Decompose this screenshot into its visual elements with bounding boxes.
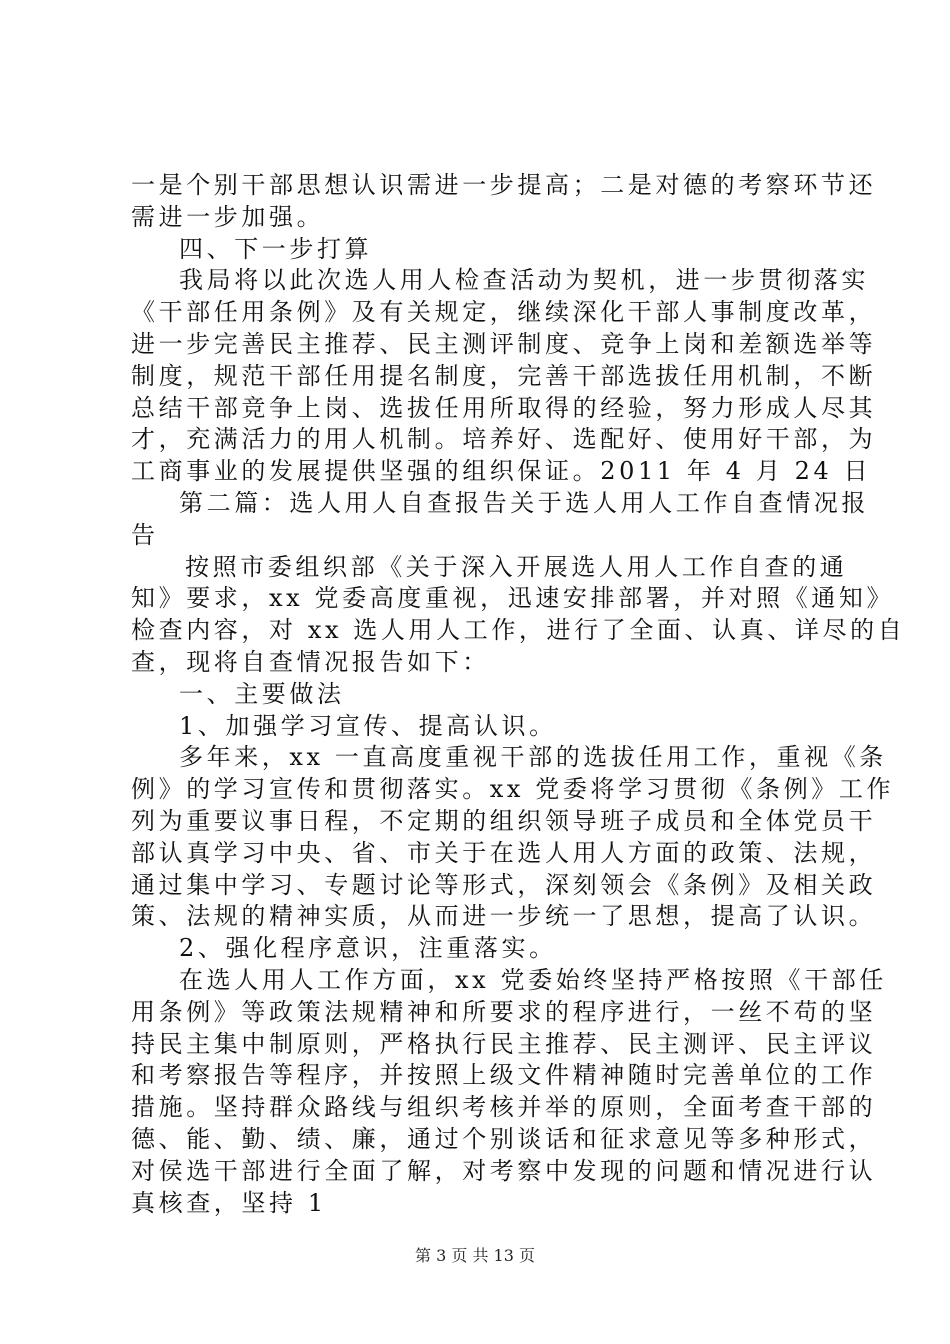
text-line: 在选人用人工作方面，xx 党委始终坚持严格按照《干部任 <box>179 965 887 994</box>
text-line: 用条例》等政策法规精神和所要求的程序进行，一丝不苟的坚 <box>131 997 877 1026</box>
section-heading: 四、下一步打算 <box>179 234 373 263</box>
text-line: 真核查，坚持 1 <box>131 1188 327 1217</box>
section-heading: 一、主要做法 <box>179 679 345 708</box>
text-line: 策、法规的精神实质，从而进一步统一了思想，提高了认识。 <box>131 902 877 931</box>
text-line: 工商事业的发展提供坚强的组织保证。2011 年 4 月 24 日 <box>131 457 872 486</box>
text-line: 检查内容，对 xx 选人用人工作，进行了全面、认真、详尽的自 <box>131 616 906 645</box>
text-line: 部认真学习中央、省、市关于在选人用人方面的政策、法规， <box>131 838 877 867</box>
text-line: 按照市委组织部《关于深入开展选人用人工作自查的通 <box>185 552 848 581</box>
subsection-heading: 2、强化程序意识，注重落实。 <box>179 934 557 963</box>
text-line: 和考察报告等程序，并按照上级文件精神随时完善单位的工作 <box>131 1061 877 1090</box>
chapter-title-continued: 告 <box>131 520 159 549</box>
text-line: 制度，规范干部任用提名制度，完善干部选拔任用机制，不断 <box>131 361 877 390</box>
text-line: 措施。坚持群众路线与组织考核并举的原则，全面考查干部的 <box>131 1093 877 1122</box>
text-line: 查，现将自查情况报告如下： <box>131 647 490 676</box>
page-footer <box>0 1243 950 1266</box>
text-line: 德、能、勤、绩、廉，通过个别谈话和征求意见等多种形式， <box>131 1124 877 1153</box>
text-line: 进一步完善民主推荐、民主测评制度、竞争上岗和差额选举等 <box>131 329 877 358</box>
text-line: 需进一步加强。 <box>131 202 325 231</box>
text-line: 《干部任用条例》及有关规定，继续深化干部人事制度改革， <box>131 298 877 327</box>
text-line: 列为重要议事日程，不定期的组织领导班子成员和全体党员干 <box>131 806 877 835</box>
text-line: 通过集中学习、专题讨论等形式，深刻领会《条例》及相关政 <box>131 870 877 899</box>
text-line: 例》的学习宣传和贯彻落实。xx 党委将学习贯彻《条例》工作 <box>131 775 895 804</box>
page-number-label: 第 3 页 共 13 页 <box>415 1246 535 1265</box>
subsection-heading: 1、加强学习宣传、提高认识。 <box>179 711 557 740</box>
text-line: 对侯选干部进行全面了解，对考察中发现的问题和情况进行认 <box>131 1156 877 1185</box>
text-line: 才，充满活力的用人机制。培养好、选配好、使用好干部，为 <box>131 425 877 454</box>
text-line: 多年来，xx 一直高度重视干部的选拔任用工作，重视《条 <box>179 743 887 772</box>
text-line: 持民主集中制原则，严格执行民主推荐、民主测评、民主评议 <box>131 1029 877 1058</box>
text-line: 一是个别干部思想认识需进一步提高；二是对德的考察环节还 <box>131 171 877 199</box>
chapter-title: 第二篇：选人用人自查报告关于选人用人工作自查情况报 <box>179 488 869 517</box>
document-body <box>131 170 906 1219</box>
text-line: 我局将以此次选人用人检查活动为契机，进一步贯彻落实 <box>179 266 869 295</box>
text-line: 知》要求，xx 党委高度重视，迅速安排部署，并对照《通知》 <box>131 584 895 613</box>
text-line: 总结干部竞争上岗、选拔任用所取得的经验，努力形成人尽其 <box>131 393 877 422</box>
